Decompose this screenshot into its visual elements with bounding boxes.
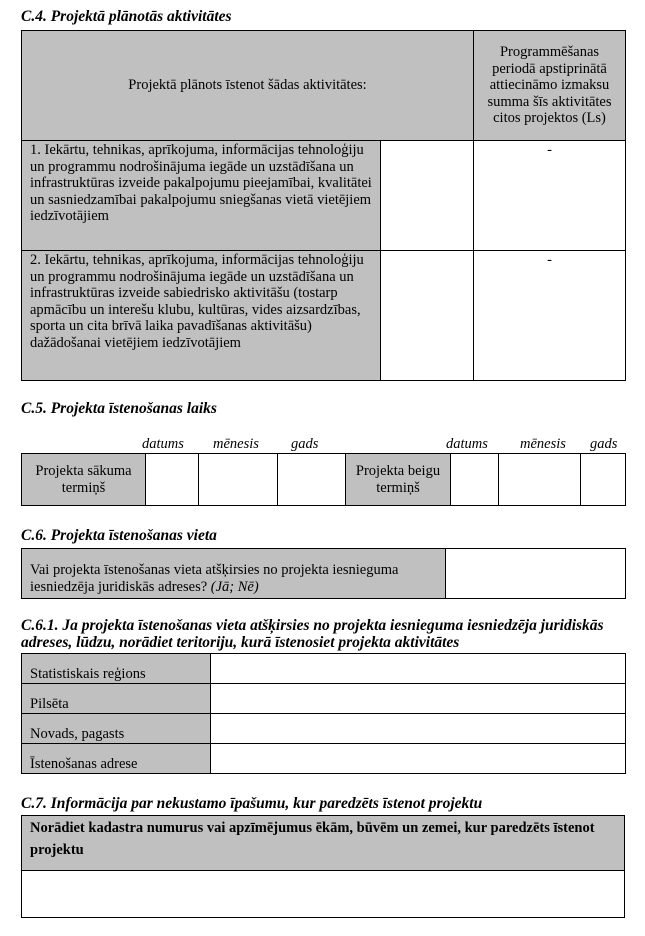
address-label: Īstenošanas adrese — [22, 744, 211, 774]
end-month-field[interactable] — [499, 454, 581, 506]
section-c61-title: C.6.1. Ja projekta īstenošanas vieta atšķirsies no projekta iesnieguma iesniedzēja juridiskās adreses, lūdzu, norādiet teritoriju, kurā īstenosiet projekta aktivitātes — [21, 617, 604, 651]
territory-table — [21, 653, 626, 774]
activity-1-field[interactable] — [381, 141, 474, 251]
county-field[interactable] — [211, 714, 626, 744]
region-field[interactable] — [211, 654, 626, 684]
activity-2-amount[interactable]: - — [474, 251, 626, 381]
region-label: Statistiskais reģions — [22, 654, 211, 684]
activity-2-text: 2. Iekārtu, tehnikas, aprīkojuma, informācijas tehnoloģiju un programmu nodrošinājuma iegāde un uzstādīšana un infrastruktūras izveide sabiedrisko aktivitāšu (tostarp apmācību un interešu klubu, kultūras, vides aizsardzības, sporta un cita brīvā laika pavadīšanas aktivitāšu) dažādošanai vietējiem iedzīvotājiem — [22, 251, 381, 381]
section-c4-title: C.4. Projektā plānotās aktivitātes — [21, 8, 232, 25]
activity-1-text: 1. Iekārtu, tehnikas, aprīkojuma, informācijas tehnoloģiju un programmu nodrošinājuma iegāde un uzstādīšana un infrastruktūras izveide pakalpojumu pieejamībai, kvalitātei un sasniedzamībai pakalpojumu sniegšanas vietā vietējiem iedzīvotājiem — [22, 141, 381, 251]
start-month-field[interactable] — [199, 454, 278, 506]
section-c7-title: C.7. Informācija par nekustamo īpašumu, kur paredzēts īstenot projektu — [21, 795, 483, 812]
start-year-label: gads — [291, 436, 319, 452]
city-field[interactable] — [211, 684, 626, 714]
activities-table — [21, 30, 626, 381]
start-day-label: datums — [142, 436, 184, 452]
start-month-label: mēnesis — [213, 436, 259, 452]
location-question — [22, 549, 446, 599]
start-year-field[interactable] — [278, 454, 346, 506]
end-day-label: datums — [446, 436, 488, 452]
end-year-field[interactable] — [581, 454, 626, 506]
end-date-label: Projekta beigu termiņš — [346, 454, 451, 506]
address-field[interactable] — [211, 744, 626, 774]
location-table — [21, 548, 626, 599]
city-label: Pilsēta — [22, 684, 211, 714]
activities-header: Projektā plānots īstenot šādas aktivitātes: — [22, 31, 474, 141]
location-options: (Jā; Nē) — [210, 578, 259, 595]
end-month-label: mēnesis — [520, 436, 566, 452]
property-table — [21, 815, 625, 918]
county-label: Novads, pagasts — [22, 714, 211, 744]
end-year-label: gads — [590, 436, 618, 452]
end-day-field[interactable] — [451, 454, 499, 506]
activity-1-amount[interactable]: - — [474, 141, 626, 251]
location-answer-field[interactable] — [446, 549, 626, 599]
property-header: Norādiet kadastra numurus vai apzīmējumus ēkām, būvēm un zemei, kur paredzēts īstenot projektu — [22, 816, 625, 871]
amount-header: Programmēšanas periodā apstiprinātā attiecināmo izmaksu summa šīs aktivitātes citos projektos (Ls) — [474, 31, 626, 141]
start-date-label: Projekta sākuma termiņš — [22, 454, 146, 506]
start-day-field[interactable] — [146, 454, 199, 506]
section-c6-title: C.6. Projekta īstenošanas vieta — [21, 527, 217, 544]
section-c5-title: C.5. Projekta īstenošanas laiks — [21, 400, 217, 417]
property-field[interactable] — [22, 871, 625, 918]
activity-2-field[interactable] — [381, 251, 474, 381]
location-question-text: Vai projekta īstenošanas vieta atšķirsies no projekta iesnieguma iesniedzēja juridiskās adreses? — [30, 562, 399, 595]
timeline-table — [21, 453, 626, 506]
